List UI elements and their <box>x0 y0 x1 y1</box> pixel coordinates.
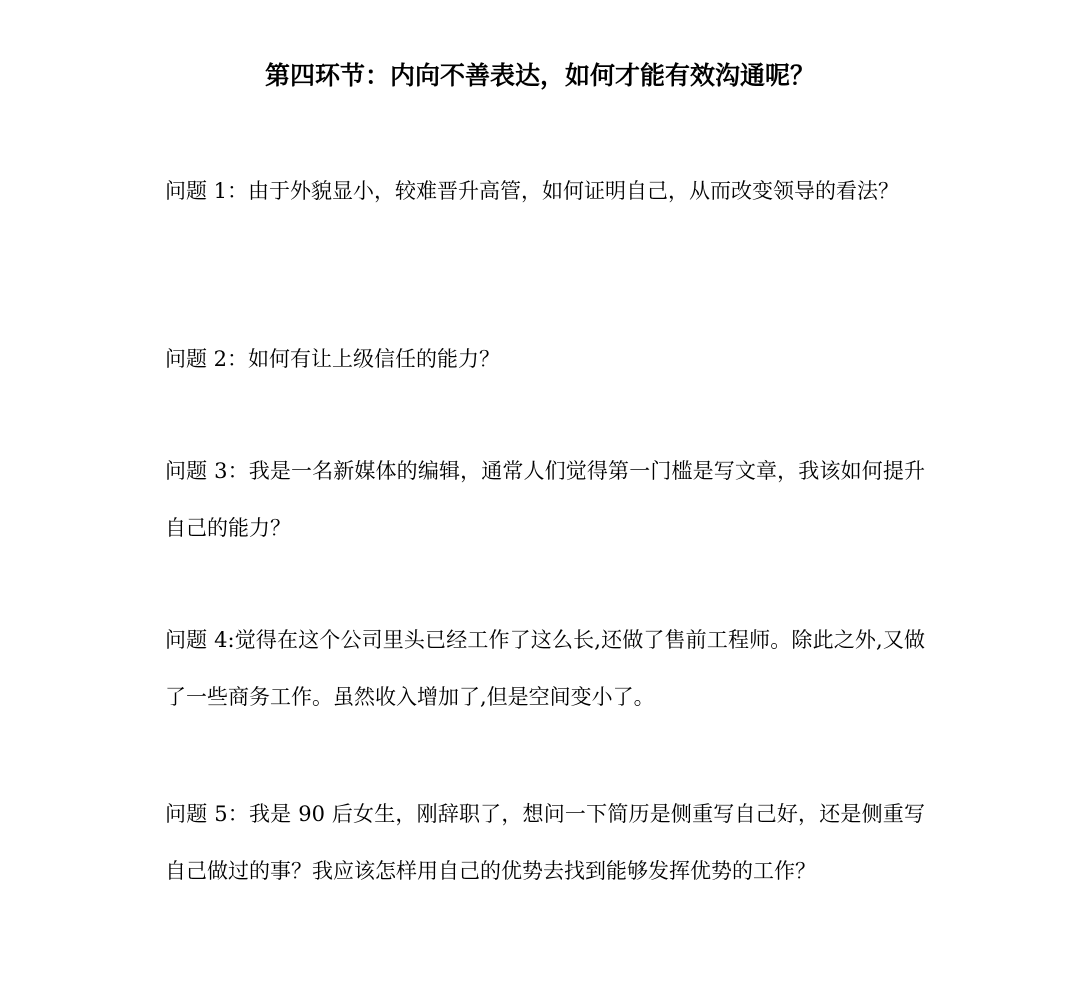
question-4: 问题 4:觉得在这个公司里头已经工作了这么长,还做了售前工程师。除此之外,又做了一些商务工作。虽然收入增加了,但是空间变小了。 <box>165 628 925 709</box>
question-1: 问题 1：由于外貌显小，较难晋升高管，如何证明自己，从而改变领导的看法？ <box>165 179 900 203</box>
question-3: 问题 3：我是一名新媒体的编辑，通常人们觉得第一门槛是写文章，我该如何提升自己的能力？ <box>165 459 925 540</box>
question-2: 问题 2：如何有让上级信任的能力？ <box>165 347 501 371</box>
document-title: 第四环节：内向不善表达，如何才能有效沟通呢？ <box>264 61 815 90</box>
question-5: 问题 5：我是 90 后女生，刚辞职了，想问一下简历是侧重写自己好，还是侧重写自己做过的事？我应该怎样用自己的优势去找到能够发挥优势的工作？ <box>165 802 925 883</box>
